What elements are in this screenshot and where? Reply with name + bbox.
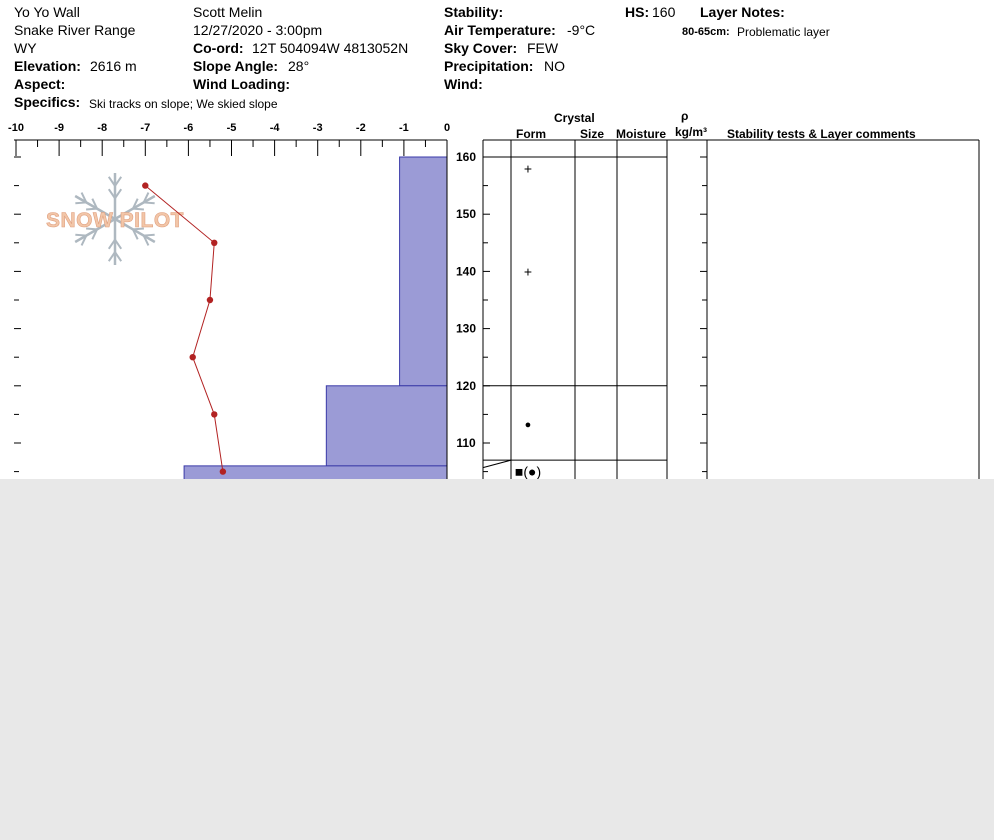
elevation-value: 2616 m xyxy=(90,58,137,74)
stability-label: Stability: xyxy=(444,4,504,20)
precipitation-label: Precipitation: xyxy=(444,58,534,74)
temperature-point xyxy=(142,182,148,188)
x-tick-label: -10 xyxy=(8,122,24,134)
hs-value: 160 xyxy=(652,4,676,20)
y-tick-label: 110 xyxy=(456,436,476,450)
x-tick-label: -5 xyxy=(226,122,237,134)
specifics-value: Ski tracks on slope; We skied slope xyxy=(89,97,278,111)
y-tick-label: 160 xyxy=(455,150,477,164)
specifics-label: Specifics: xyxy=(14,94,81,110)
aspect-label: Aspect: xyxy=(14,76,66,92)
air-temp-value: -9°C xyxy=(567,22,596,38)
temperature-point xyxy=(211,411,217,417)
x-tick-label: -8 xyxy=(97,122,108,134)
elevation-label: Elevation: xyxy=(14,58,81,74)
y-tick-label: 130 xyxy=(455,321,477,336)
layer-notes-label: Layer Notes: xyxy=(700,4,785,20)
air-temp-label: Air Temperature: xyxy=(444,22,556,38)
comments-header: Stability tests & Layer comments xyxy=(727,127,916,141)
slope-angle-value: 28° xyxy=(288,58,310,74)
layer-note-range: 80-65cm: xyxy=(682,26,730,38)
wind-label: Wind: xyxy=(444,76,483,92)
snowflake-branch xyxy=(144,202,155,203)
x-tick-label: -7 xyxy=(140,122,151,134)
temperature-point xyxy=(190,354,196,360)
form-header: Form xyxy=(516,127,546,141)
x-tick-label: -2 xyxy=(355,122,366,134)
crystal-header: Crystal xyxy=(554,111,595,125)
y-tick-label: 150 xyxy=(455,207,477,222)
x-tick-label: -1 xyxy=(399,122,409,134)
layer-connector xyxy=(483,460,511,467)
y-tick-label: 120 xyxy=(455,378,477,393)
density-unit-header: kg/m³ xyxy=(675,125,708,139)
x-tick-label: -9 xyxy=(54,122,64,134)
crystal-form-symbol: ■(●) xyxy=(514,463,542,479)
slope-angle-label: Slope Angle: xyxy=(193,58,279,74)
hs-label: HS: xyxy=(625,4,650,20)
observation-datetime: 12/27/2020 - 3:00pm xyxy=(193,22,323,38)
hardness-bar xyxy=(326,386,447,466)
sky-cover-label: Sky Cover: xyxy=(444,40,518,56)
crystal-form-symbol: + xyxy=(523,263,533,280)
coord-label: Co-ord: xyxy=(193,40,244,56)
mountain-range: Snake River Range xyxy=(14,22,136,38)
x-tick-label: -4 xyxy=(269,122,280,134)
x-tick-label: -3 xyxy=(312,122,323,134)
temperature-point xyxy=(211,240,217,246)
precipitation-value: NO xyxy=(544,58,565,74)
temperature-point xyxy=(220,468,226,474)
moisture-header: Moisture xyxy=(616,127,667,141)
hardness-bar xyxy=(400,157,447,386)
wind-loading-label: Wind Loading: xyxy=(193,76,291,92)
snow-pilot-logo xyxy=(46,173,184,265)
x-tick-label: -6 xyxy=(183,122,194,134)
snowflake-branch xyxy=(75,235,86,236)
layer-note-text: Problematic layer xyxy=(737,25,830,39)
logo-text: SNOW PILOT xyxy=(46,209,184,232)
y-tick-label: 140 xyxy=(455,264,477,279)
snowflake-branch xyxy=(75,202,86,203)
size-header: Size xyxy=(580,127,605,141)
coord-value: 12T 504094W 4813052N xyxy=(252,40,409,56)
rho-symbol: ρ xyxy=(681,109,689,123)
state: WY xyxy=(14,40,37,56)
crystal-form-symbol: ● xyxy=(524,418,532,431)
location-name: Yo Yo Wall xyxy=(14,4,80,20)
sky-cover-value: FEW xyxy=(527,40,559,56)
temperature-point xyxy=(207,297,213,303)
x-tick-label: 0 xyxy=(443,122,451,134)
observer-name: Scott Melin xyxy=(193,4,263,20)
crystal-form-symbol: + xyxy=(523,160,533,177)
snowflake-branch xyxy=(144,235,155,236)
